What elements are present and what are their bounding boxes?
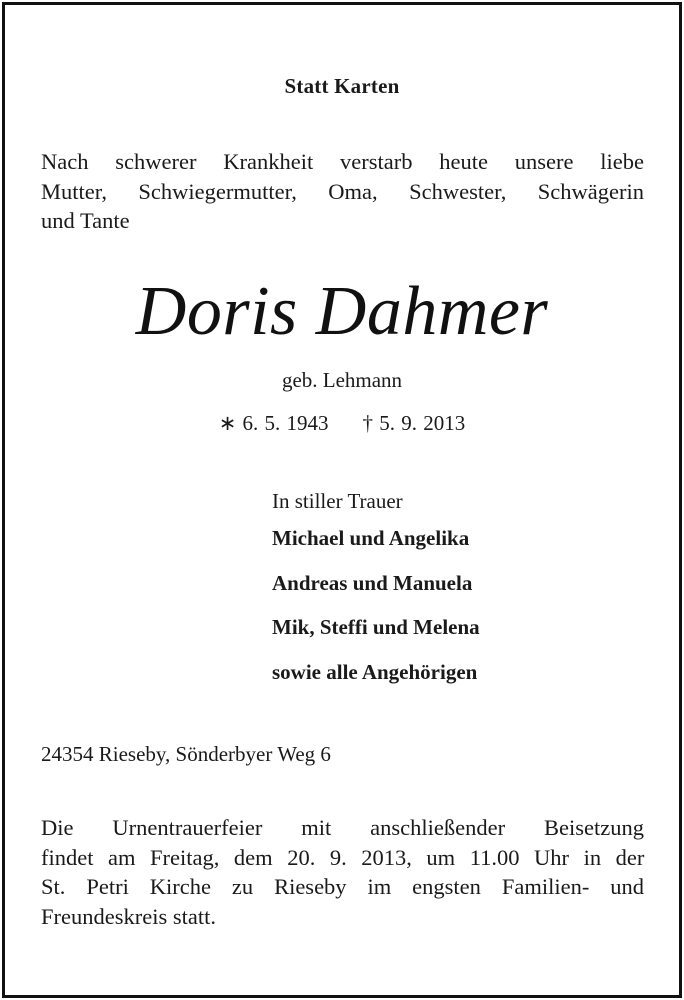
mourner-entry: Mik, Steffi und Melena <box>272 615 480 639</box>
mourning-intro: In stiller Trauer <box>272 489 403 513</box>
mourner-entry: Michael und Angelika <box>272 526 470 550</box>
closing-line: Die Urnentrauerfeier mit anschließender Beisetzung <box>41 815 644 840</box>
intro-paragraph <box>41 147 644 236</box>
closing-line: St. Petri Kirche zu Rieseby im engsten Familien- und <box>41 874 644 899</box>
closing-line: Freundeskreis statt. <box>41 903 216 929</box>
intro-line: Nach schwerer Krankheit verstarb heute unsere liebe <box>41 149 645 174</box>
maiden-name: geb. Lehmann <box>281 368 403 392</box>
deceased-name: Doris Dahmer <box>135 273 549 350</box>
closing-paragraph <box>41 813 644 931</box>
notice-heading: Statt Karten <box>284 74 400 98</box>
death-date: † 5. 9. 2013 <box>362 411 466 435</box>
birth-date: ∗ 6. 5. 1943 <box>218 411 329 435</box>
mourners-block <box>272 486 480 694</box>
life-dates <box>0 411 684 436</box>
intro-line: Mutter, Schwiegermutter, Oma, Schwester, Schwägerin <box>41 178 644 204</box>
mourner-entry: sowie alle Angehörigen <box>272 659 478 684</box>
closing-line: findet am Freitag, dem 20. 9. 2013, um 11.00 Uhr in der <box>41 844 645 870</box>
intro-line: und Tante <box>41 208 130 233</box>
mourner-entry: Andreas und Manuela <box>272 570 473 595</box>
family-address: 24354 Rieseby, Sönderbyer Weg 6 <box>41 742 331 766</box>
